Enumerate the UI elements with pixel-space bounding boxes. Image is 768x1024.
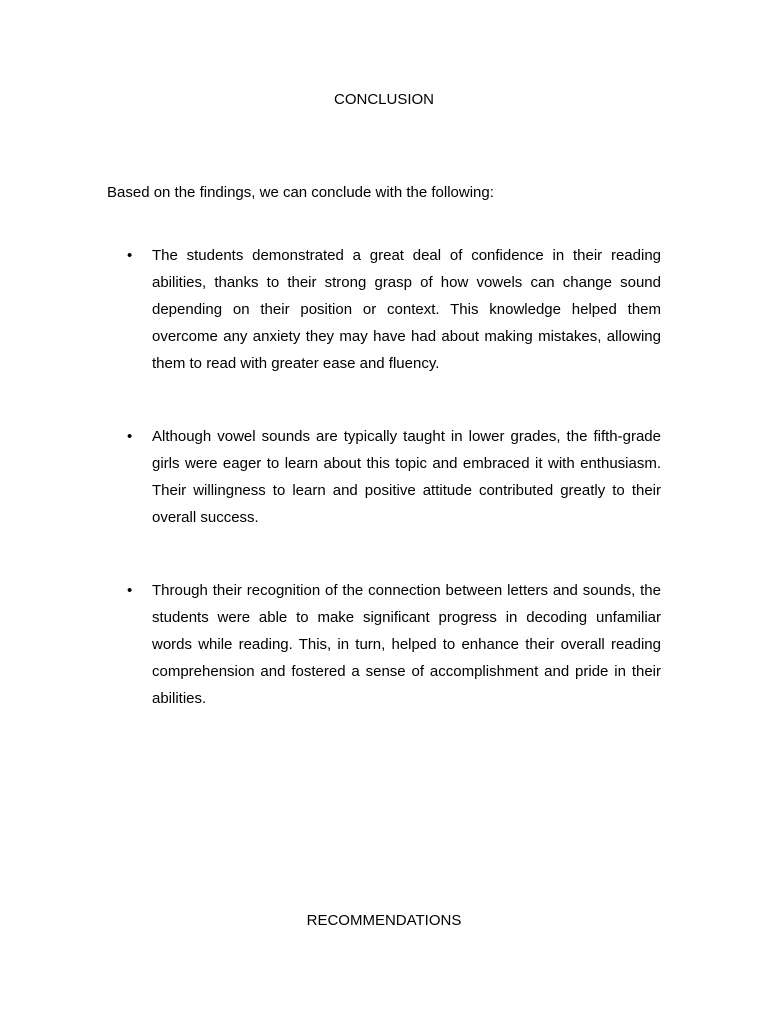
bullet-text: Through their recognition of the connection between letters and sounds, the students were able to make significant progress in decoding unfamiliar words while reading. This, in turn, helped to enhance their overall reading comprehension and fostered a sense of accomplishment and pride in their abilities. [152,582,661,707]
bullet-icon: • [127,582,133,599]
conclusion-heading: CONCLUSION [333,91,434,108]
intro-paragraph: Based on the findings, we can conclude with the following: [107,184,494,201]
recommendations-heading: RECOMMENDATIONS [306,912,462,929]
bullet-text: The students demonstrated a great deal of confidence in their reading abilities, thanks to their strong grasp of how vowels can change sound depending on their position or context. This knowledge helped them overcome any anxiety they may have had about making mistakes, allowing them to read with greater ease and fluency. [152,247,661,372]
bullet-icon: • [127,247,133,264]
bullet-icon: • [127,428,133,445]
bullet-text: Although vowel sounds are typically taught in lower grades, the fifth-grade girls were eager to learn about this topic and embraced it with enthusiasm. Their willingness to learn and positive attitude contributed greatly to their overall success. [152,428,661,526]
